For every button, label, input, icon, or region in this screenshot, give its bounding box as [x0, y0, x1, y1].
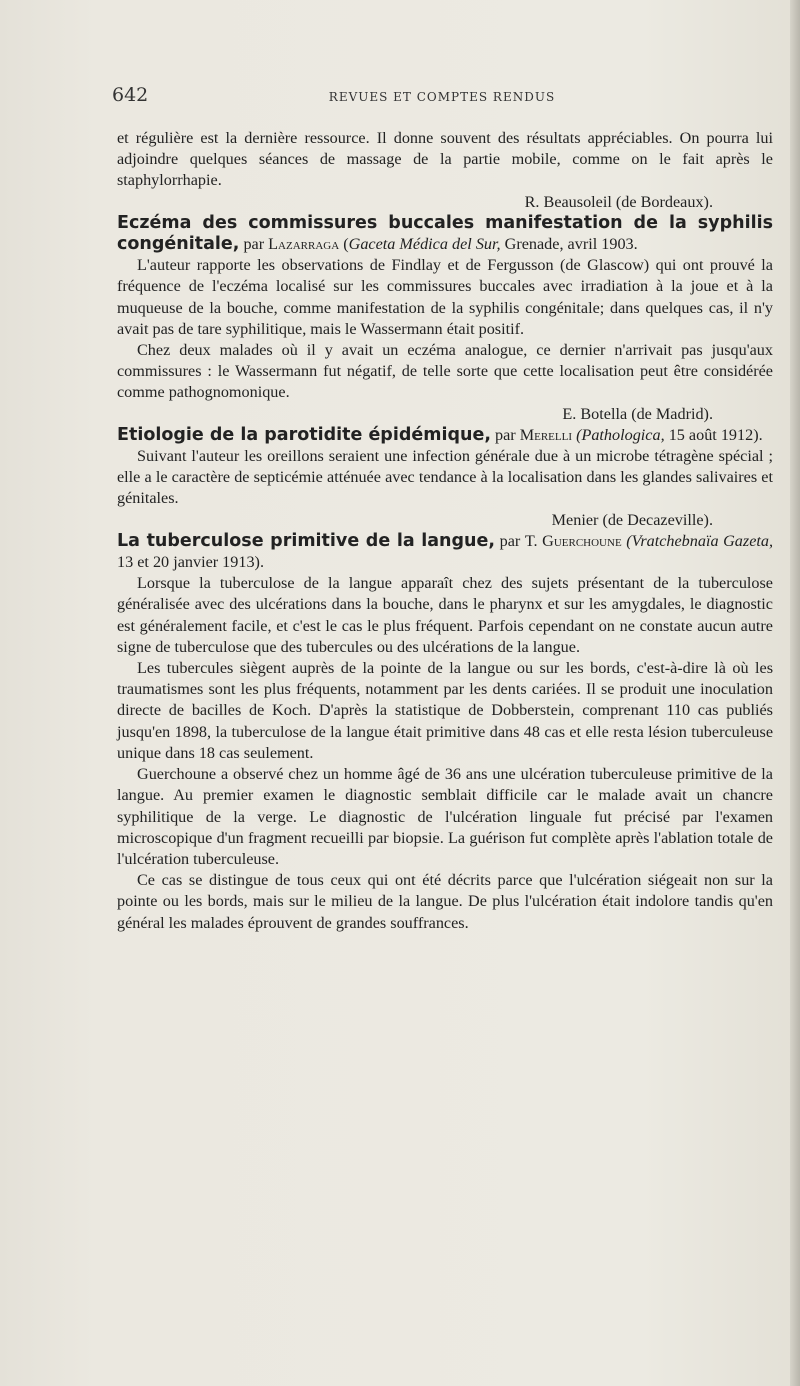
- article-source: Gaceta Médica del Sur,: [348, 235, 501, 254]
- intro-paragraph: et régulière est la dernière ressource. Il donne souvent des résultats appréciables. On pourra lui adjoindre quelques séances de massage de la partie mobile, comme on le fait après le staphylorrhapie.: [117, 129, 773, 190]
- by-word: par: [495, 425, 516, 444]
- paragraph: Les tubercules siègent auprès de la pointe de la langue ou sur les bords, c'est-à-dire là où les traumatismes sont les plus fréquents, notamment par les dents cariées. Il se produit une inoculation directe de bacilles de Koch. D'après la statistique de Dobberstein, comprenant 110 cas publiés jusqu'en 1898, la tuberculose de la langue était primitive dans 48 cas et elle resta lésion tuberculeuse unique dans 18 cas seulement.: [117, 659, 773, 762]
- signature-author: R. Beausoleil: [524, 192, 612, 211]
- by-word: par: [499, 531, 521, 550]
- article-heading-tuberculose: [117, 531, 773, 573]
- article-heading-parotidite: [117, 425, 773, 446]
- signature-place: (de Decazeville).: [602, 510, 713, 529]
- paragraph: Chez deux malades où il y avait un eczéma analogue, ce dernier n'arrivait pas jusqu'aux commissures : le Wassermann fut négatif, de telle sorte que cette localisation peut être considérée comme pathognomonique.: [117, 341, 773, 402]
- by-word: par: [243, 235, 265, 254]
- paragraph: Lorsque la tuberculose de la langue apparaît chez des sujets présentant de la tuberculose généralisée avec des ulcérations dans la bouche, dans le pharynx et sur les amygdales, le diagnostic est généralement facile, et c'est le cas le plus fréquent. Parfois cependant on ne constate aucun autre signe de tuberculose que des tubercules ou des ulcérations de la langue.: [117, 574, 773, 656]
- article-source: (Vratchebnaïa Gazeta,: [626, 531, 774, 550]
- page-edge-shadow: [790, 0, 800, 1386]
- signature-beausoleil: [117, 192, 773, 213]
- signature-menier: [117, 510, 773, 531]
- running-title: REVUES ET COMPTES RENDUS: [328, 90, 556, 104]
- signature-botella: [117, 404, 773, 425]
- paragraph: L'auteur rapporte les observations de Findlay et de Fergusson (de Glascow) qui ont prouvé la fréquence de l'eczéma localisé sur les commissures buccales avec irradiation à la joue et à la muqueuse de la bouche, comme manifestation de la syphilis congénitale; dans quelques cas, il n'y avait pas de tare syphilitique, mais le Wassermann était positif.: [117, 256, 773, 338]
- article-source: (Pathologica,: [576, 425, 665, 444]
- paragraph: Guerchoune a observé chez un homme âgé de 36 ans une ulcération tuberculeuse primitive de la langue. Au premier examen le diagnostic semblait difficile car le malade avait un chancre syphilitique de la verge. Le diagnostic de l'ulcération linguale fut précisé par l'examen microscopique d'un fragment recueilli par biopsie. La guérison fut complète après l'ablation totale de l'ulcération tuberculeuse.: [117, 765, 773, 868]
- article-date: Grenade, avril 1903.: [504, 235, 638, 254]
- page-number: 642: [112, 84, 149, 106]
- signature-author: E. Botella: [562, 404, 628, 423]
- article-date: 13 et 20 janvier 1913).: [117, 553, 264, 572]
- signature-place: (de Madrid).: [631, 404, 713, 423]
- article-author: Lazarraga: [268, 235, 340, 254]
- article-title: La tuberculose primitive de la langue,: [117, 530, 496, 551]
- article-date: 15 août 1912).: [668, 425, 763, 444]
- body-text: [117, 128, 773, 934]
- article-author: Merelli: [519, 425, 573, 444]
- paragraph: Suivant l'auteur les oreillons seraient une infection générale due à un microbe tétragène spécial ; elle a le caractère de septicémie atténuée avec tendance à la localisation dans les glandes salivaires et génitales.: [117, 447, 773, 508]
- article-title: Etiologie de la parotidite épidémique,: [117, 424, 491, 445]
- signature-place: (de Bordeaux).: [615, 192, 713, 211]
- paragraph: Ce cas se distingue de tous ceux qui ont été décrits parce que l'ulcération siégeait non sur la pointe ou les bords, mais sur le milieu de la langue. De plus l'ulcération était indolore tandis qu'en général les malades éprouvent de grandes souffrances.: [117, 871, 773, 932]
- page-header: [112, 84, 772, 114]
- article-author: T. Guerchoune: [524, 531, 622, 550]
- signature-author: Menier: [551, 510, 599, 529]
- article-title: Eczéma des commissures buccales manifestation de la syphilis congénitale,: [117, 212, 773, 255]
- article-heading-eczema: Eczéma des commissures buccales manifestation de la syphilis congénitale, par Lazarraga (Gaceta Médica del Sur, Grenade, avril 1903.: [117, 212, 773, 255]
